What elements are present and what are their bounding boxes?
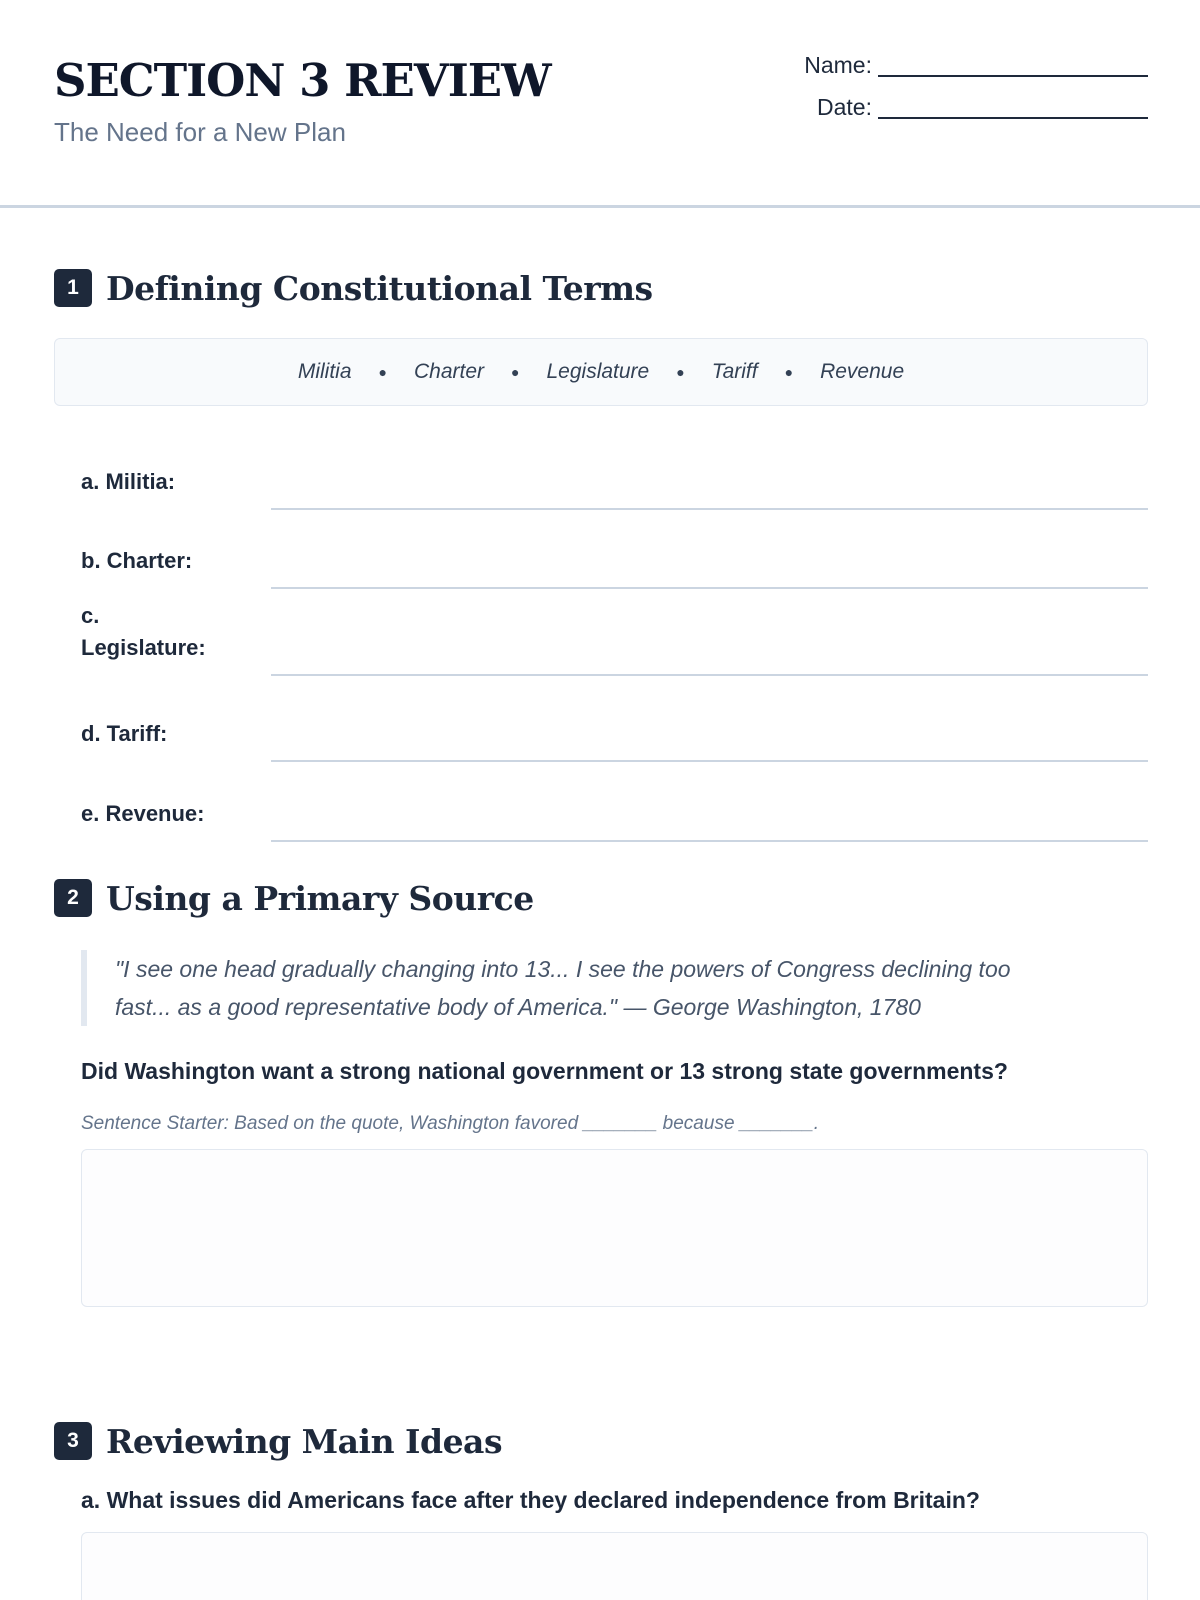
primary-source-quote — [81, 950, 1148, 1026]
definition-label: d. Tariff: — [81, 721, 168, 747]
date-field[interactable] — [768, 96, 1148, 119]
worksheet-header — [0, 0, 1200, 208]
definition-answer-line[interactable] — [271, 587, 1148, 589]
definition-label — [81, 600, 271, 676]
definition-row-militia — [81, 430, 1148, 510]
quote-line: fast... as a good representative body of America." — George Washington, 1780 — [115, 994, 921, 1020]
section-defining-terms — [54, 268, 1148, 842]
word-bank-term: Legislature — [546, 360, 650, 383]
section-heading — [54, 878, 1148, 918]
date-label: Date: — [817, 94, 872, 120]
bullet-separator: ● — [676, 364, 685, 380]
definition-answer-line[interactable] — [271, 674, 1148, 676]
page-title: SECTION 3 REVIEW — [54, 54, 551, 107]
quote-line: "I see one head gradually changing into 13... I see the powers of Congress declining too — [115, 956, 1011, 982]
section-primary-source — [54, 878, 1148, 1307]
definition-answer-line[interactable] — [271, 840, 1148, 842]
word-bank-term: Revenue — [820, 360, 905, 383]
name-field[interactable] — [768, 54, 1148, 77]
section-number-badge: 3 — [54, 1422, 92, 1460]
definition-row-legislature — [81, 589, 1148, 676]
definition-answer-line[interactable] — [271, 760, 1148, 762]
word-bank — [54, 338, 1148, 406]
question-text: Did Washington want a strong national government or 13 strong state governments? — [81, 1058, 1008, 1084]
definition-row-revenue — [81, 762, 1148, 842]
name-blank-line[interactable] — [878, 55, 1148, 77]
page-subtitle: The Need for a New Plan — [54, 117, 346, 147]
definition-label: a. Militia: — [81, 469, 176, 495]
bullet-separator: ● — [511, 364, 520, 380]
word-bank-term: Tariff — [711, 360, 758, 383]
word-bank-term: Charter — [413, 360, 485, 383]
section-number-badge: 2 — [54, 879, 92, 917]
section-main-ideas — [54, 1421, 1148, 1600]
bullet-separator: ● — [784, 364, 794, 380]
section-number-badge: 1 — [54, 269, 92, 307]
answer-box[interactable] — [81, 1149, 1148, 1307]
definition-row-charter — [81, 510, 1148, 589]
definition-row-tariff — [81, 676, 1148, 762]
section-title: Reviewing Main Ideas — [106, 1421, 503, 1461]
date-blank-line[interactable] — [878, 97, 1148, 119]
sentence-starter: Sentence Starter: Based on the quote, Washington favored _______ because _______. — [81, 1113, 820, 1134]
section-heading — [54, 268, 1148, 308]
question-text: a. What issues did Americans face after they declared independence from Britain? — [81, 1487, 980, 1513]
bullet-separator: ● — [378, 364, 387, 380]
answer-box[interactable] — [81, 1532, 1148, 1600]
word-bank-term: Militia — [297, 360, 352, 383]
definition-label-part: c. — [81, 603, 100, 629]
section-heading — [54, 1421, 1148, 1461]
student-info-fields — [768, 54, 1148, 138]
section-title: Defining Constitutional Terms — [106, 268, 653, 308]
definition-label: e. Revenue: — [81, 801, 205, 827]
definition-label: b. Charter: — [81, 548, 193, 574]
section-title: Using a Primary Source — [106, 878, 534, 918]
definition-label-part: Legislature: — [81, 635, 206, 661]
definition-list — [54, 430, 1148, 842]
definition-answer-line[interactable] — [271, 508, 1148, 510]
name-label: Name: — [804, 52, 872, 78]
